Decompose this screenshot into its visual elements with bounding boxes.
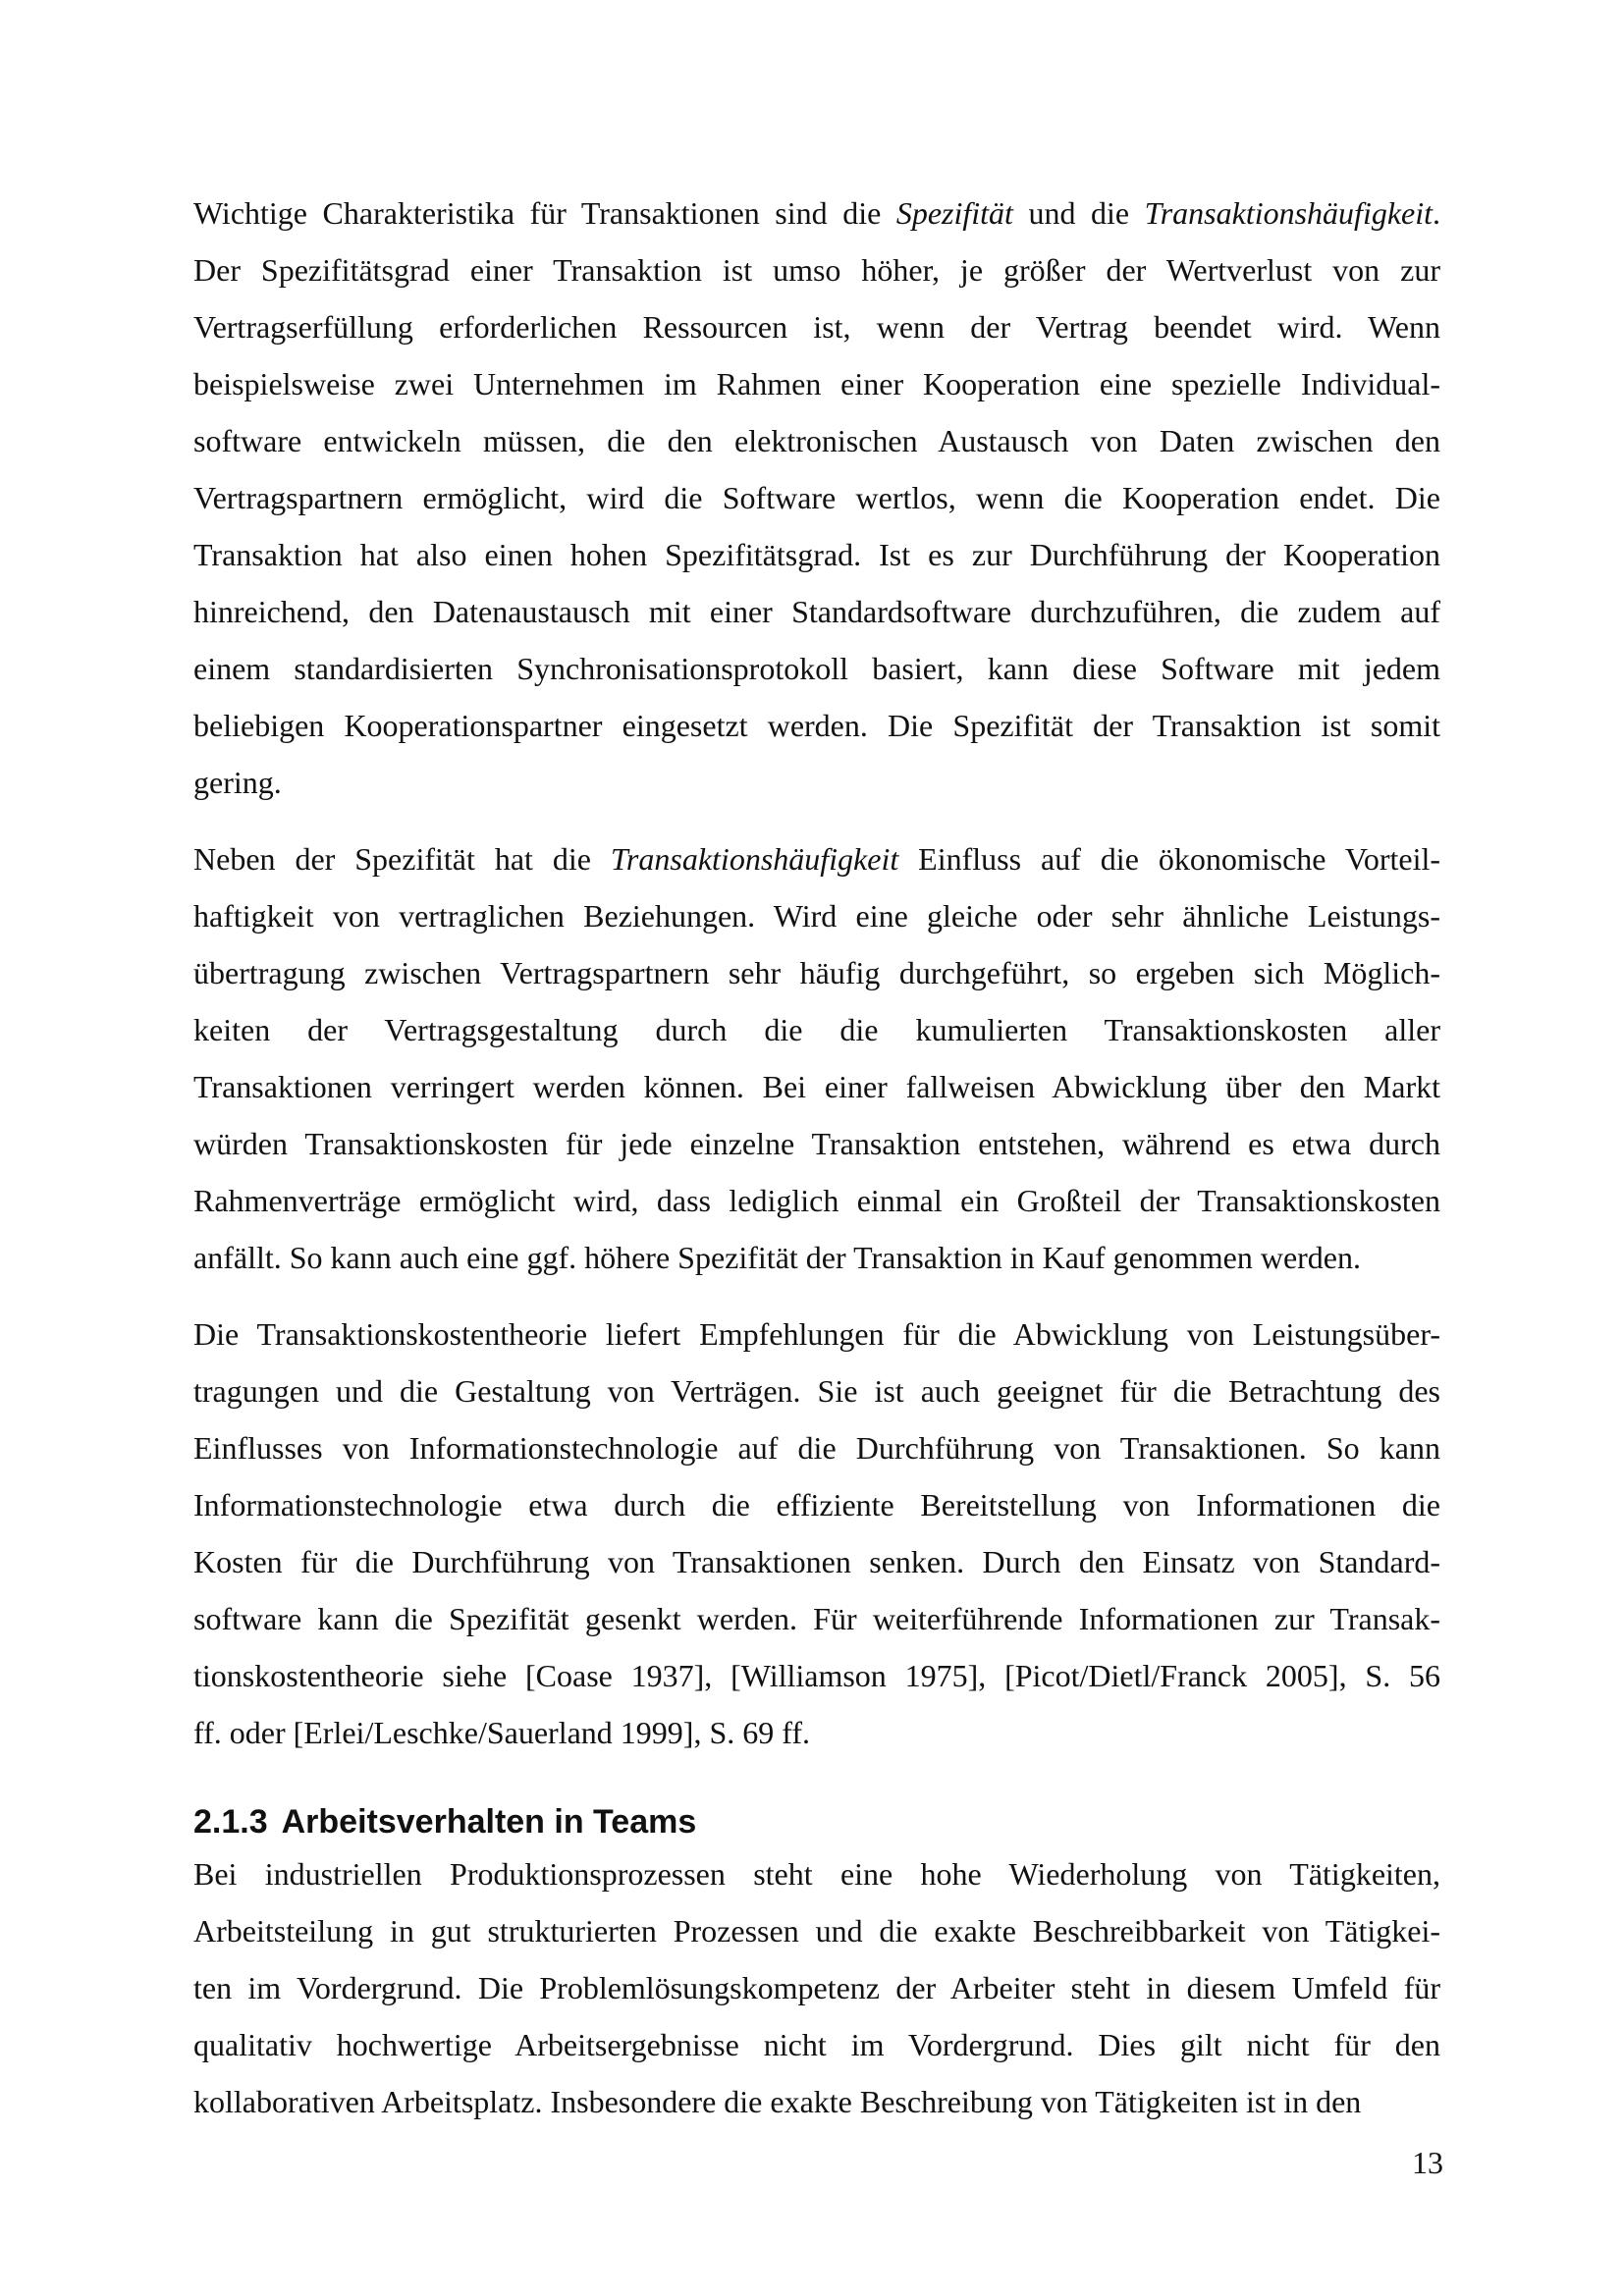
italic-term: Transaktionshäufigkeit: [610, 841, 899, 877]
text-line: [193, 1647, 1440, 1704]
text-run: Der Spezifitätsgrad einer Transaktion ist umso höher, je größer der Wertverlust von zur: [193, 252, 1440, 288]
paragraph: [193, 1306, 1440, 1761]
text-line: [193, 2073, 1440, 2130]
text-line: [193, 1959, 1440, 2016]
text-run: Wichtige Charakteristika für Transaktionen sind die: [193, 195, 896, 231]
text-run: Transaktion hat also einen hohen Spezifitätsgrad. Ist es zur Durchführung der Kooperation: [193, 537, 1440, 572]
text-line: [193, 185, 1440, 241]
text-run: würden Transaktionskosten für jede einzelne Transaktion entstehen, während es etwa durch: [193, 1126, 1440, 1161]
text-run: Arbeitsteilung in gut strukturierten Prozessen und die exakte Beschreibbarkeit von Tätigkei-: [193, 1913, 1440, 1949]
text-line: [193, 830, 1440, 887]
text-run: ten im Vordergrund. Die Problemlösungskompetenz der Arbeiter steht in diesem Umfeld für: [193, 1970, 1440, 2005]
text-run: kollaborativen Arbeitsplatz. Insbesondere die exakte Beschreibung von Tätigkeiten ist in den: [193, 2084, 1362, 2119]
text-line: [193, 1419, 1440, 1476]
text-run: qualitativ hochwertige Arbeitsergebnisse nicht im Vordergrund. Dies gilt nicht für den: [193, 2027, 1440, 2062]
text-run: Informationstechnologie etwa durch die effiziente Bereitstellung von Informationen die: [193, 1487, 1440, 1522]
text-run: beispielsweise zwei Unternehmen im Rahmen einer Kooperation eine spezielle Individual-: [193, 366, 1440, 401]
text-line: [193, 526, 1440, 583]
text-run: gering.: [193, 765, 282, 800]
section-title: Arbeitsverhalten in Teams: [281, 1803, 697, 1841]
text-line: [193, 1902, 1440, 1959]
text-run: software entwickeln müssen, die den elektronischen Austausch von Daten zwischen den: [193, 423, 1440, 458]
text-run: software kann die Spezifität gesenkt werden. Für weiterführende Informationen zur Transak-: [193, 1601, 1440, 1636]
text-run: Rahmenverträge ermöglicht wird, dass lediglich einmal ein Großteil der Transaktionskosten: [193, 1183, 1440, 1218]
text-line: [193, 1704, 1440, 1761]
text-line: [193, 1058, 1440, 1115]
text-line: [193, 944, 1440, 1001]
text-line: [193, 241, 1440, 298]
text-run: Neben der Spezifität hat die: [193, 841, 611, 877]
text-run: .: [1433, 195, 1441, 231]
text-line: [193, 1229, 1440, 1286]
text-run: Bei industriellen Produktionsprozessen steht eine hohe Wiederholung von Tätigkeiten,: [193, 1856, 1440, 1892]
page-number: 13: [1412, 2145, 1443, 2180]
section-heading: [193, 1798, 1440, 1845]
text-run: Kosten für die Durchführung von Transaktionen senken. Durch den Einsatz von Standard-: [193, 1544, 1440, 1579]
text-run: beliebigen Kooperationspartner eingesetzt werden. Die Spezifität der Transaktion ist somit: [193, 708, 1440, 743]
text-line: [193, 1306, 1440, 1362]
text-run: Vertragserfüllung erforderlichen Ressourcen ist, wenn der Vertrag beendet wird. Wenn: [193, 309, 1440, 345]
text-run: hinreichend, den Datenaustausch mit einer Standardsoftware durchzuführen, die zudem auf: [193, 594, 1440, 629]
paragraph: [193, 185, 1440, 811]
text-line: [193, 1845, 1440, 1902]
text-line: [193, 1001, 1440, 1058]
text-run: tionskostentheorie siehe [Coase 1937], [Williamson 1975], [Picot/Dietl/Franck 2005], S. 56: [193, 1658, 1440, 1693]
text-line: [193, 754, 1440, 811]
text-run: und die: [1012, 195, 1145, 231]
italic-term: Spezifität: [895, 195, 1013, 231]
text-run: einem standardisierten Synchronisationsprotokoll basiert, kann diese Software mit jedem: [193, 651, 1440, 686]
text-run: ff. oder [Erlei/Leschke/Sauerland 1999], S. 69 ff.: [193, 1715, 810, 1750]
text-line: [193, 2016, 1440, 2073]
text-run: Einfluss auf die ökonomische Vorteil-: [898, 841, 1441, 877]
text-line: [193, 298, 1440, 355]
text-run: Vertragspartnern ermöglicht, wird die Software wertlos, wenn die Kooperation endet. Die: [193, 480, 1440, 515]
section-paragraph: [193, 1845, 1440, 2130]
text-run: anfällt. So kann auch eine ggf. höhere Spezifität der Transaktion in Kauf genommen werden.: [193, 1240, 1361, 1275]
text-run: übertragung zwischen Vertragspartnern sehr häufig durchgeführt, so ergeben sich Möglich-: [193, 955, 1440, 990]
section-number: 2.1.3: [193, 1803, 268, 1841]
page-content: [193, 185, 1440, 2130]
text-run: keiten der Vertragsgestaltung durch die die kumulierten Transaktionskosten aller: [193, 1012, 1440, 1047]
italic-term: Transaktionshäufigkeit: [1144, 195, 1434, 231]
text-run: Transaktionen verringert werden können. Bei einer fallweisen Abwicklung über den Markt: [193, 1069, 1440, 1104]
paragraph: [193, 830, 1440, 1286]
text-line: [193, 640, 1440, 697]
text-line: [193, 355, 1440, 412]
text-line: [193, 1476, 1440, 1533]
text-line: [193, 887, 1440, 944]
text-line: [193, 1590, 1440, 1647]
text-line: [193, 469, 1440, 526]
text-line: [193, 1172, 1440, 1229]
text-run: tragungen und die Gestaltung von Verträgen. Sie ist auch geeignet für die Betrachtung des: [193, 1373, 1440, 1409]
text-run: Die Transaktionskostentheorie liefert Empfehlungen für die Abwicklung von Leistungsüber-: [193, 1316, 1440, 1352]
text-line: [193, 1362, 1440, 1419]
text-run: haftigkeit von vertraglichen Beziehungen. Wird eine gleiche oder sehr ähnliche Leistungs-: [193, 898, 1440, 934]
text-line: [193, 583, 1440, 640]
text-line: [193, 697, 1440, 754]
text-line: [193, 1115, 1440, 1172]
text-line: [193, 412, 1440, 469]
text-line: [193, 1533, 1440, 1590]
text-run: Einflusses von Informationstechnologie auf die Durchführung von Transaktionen. So kann: [193, 1430, 1440, 1466]
